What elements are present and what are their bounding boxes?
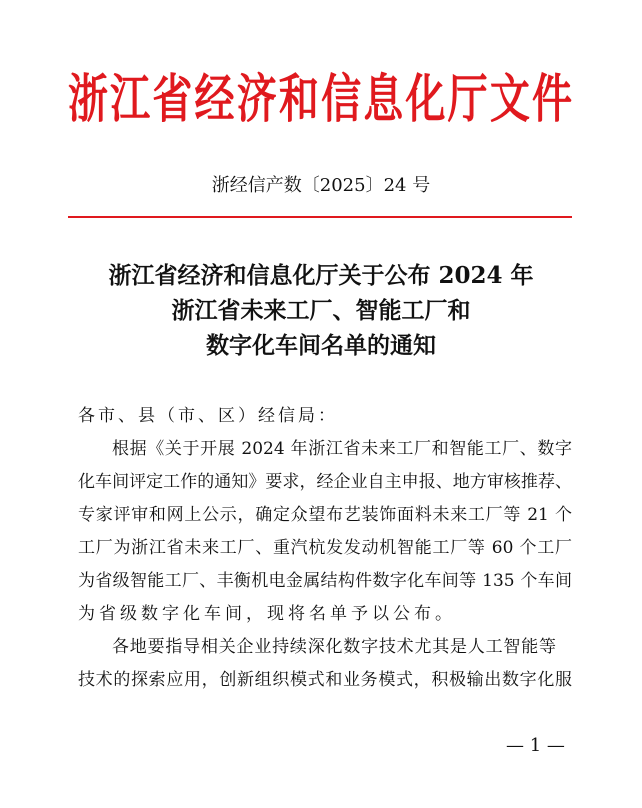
salutation: 各市、县（市、区）经信局： <box>78 406 338 426</box>
body-line: 为省级数字化车间，现将名单予以公布。 <box>78 604 456 624</box>
page-number: — 1 — <box>506 735 565 756</box>
body-line: 为省级智能工厂、丰衡机电金属结构件数字化车间等 135 个车间 <box>78 571 572 591</box>
doc-title-line-2: 浙江省未来工厂、智能工厂和 <box>171 297 471 324</box>
body-line: 专家评审和网上公示，确定众望布艺装饰面料未来工厂等 21 个 <box>78 505 572 525</box>
body-line: 各地要指导相关企业持续深化数字技术尤其是人工智能等 <box>112 637 556 657</box>
document-number: 浙经信产数〔2025〕24 号 <box>211 175 431 196</box>
body-line: 根据《关于开展 2024 年浙江省未来工厂和智能工厂、数字 <box>112 439 572 459</box>
doc-title-line-1: 浙江省经济和信息化厅关于公布 2024 年 <box>108 262 534 289</box>
body-line: 工厂为浙江省未来工厂、重汽杭发发动机智能工厂等 60 个工厂 <box>78 538 572 558</box>
issuing-authority-header: 浙江省经济和信息化厅文件 <box>68 68 572 130</box>
body-line: 技术的探索应用，创新组织模式和业务模式，积极输出数字化服 <box>78 670 572 690</box>
body-line: 化车间评定工作的通知》要求，经企业自主申报、地方审核推荐、 <box>78 472 572 492</box>
red-divider <box>68 216 572 218</box>
doc-title-line-3: 数字化车间名单的通知 <box>206 332 436 359</box>
